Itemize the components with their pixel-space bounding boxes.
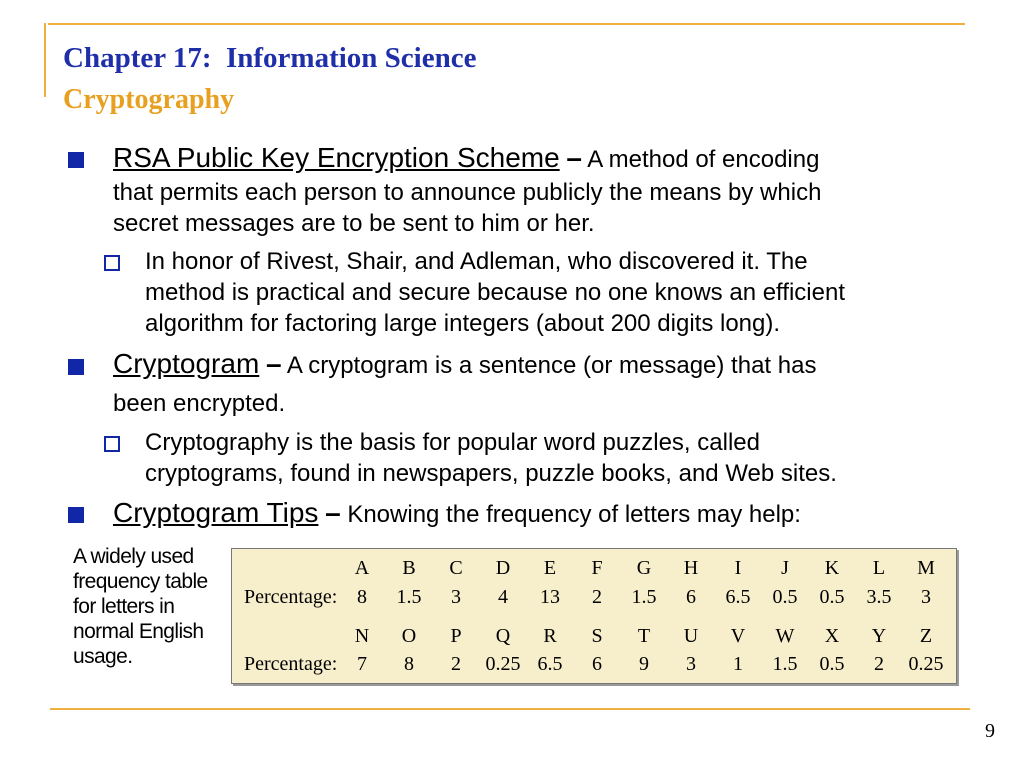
bullet-text: A cryptogram is a sentence (or message) that has — [286, 352, 817, 379]
letter-cell: K — [824, 557, 840, 579]
percentage-cell: 4 — [498, 586, 508, 608]
cryptogram-term: Cryptogram — [113, 348, 260, 379]
percentage-cell: 0.5 — [772, 586, 798, 608]
letter-cell: W — [775, 625, 795, 647]
letter-cell: T — [637, 625, 651, 647]
percentage-cell: 6 — [686, 586, 696, 608]
percentage-cell: 6 — [592, 653, 602, 675]
letter-cell: I — [734, 557, 742, 579]
percentage-cell: 7 — [357, 653, 367, 675]
row-letters-n-z — [232, 625, 956, 651]
frame-bottom-line — [50, 708, 970, 710]
bullet-square-icon — [68, 359, 84, 375]
bullet-dash: – — [265, 348, 282, 379]
cryptogram-tips-term: Cryptogram Tips — [113, 497, 319, 528]
letter-cell: S — [591, 625, 603, 647]
percentage-cell: 1 — [733, 653, 743, 675]
letter-cell: X — [824, 625, 840, 647]
percentage-cell: 9 — [639, 653, 649, 675]
percentage-cell: 1.5 — [772, 653, 798, 675]
percentage-cell: 3 — [921, 586, 931, 608]
percentage-cell: 0.5 — [819, 586, 845, 608]
bullet-square-icon — [68, 507, 84, 523]
bullet-3-line-1 — [113, 497, 801, 530]
percentage-cell: 3.5 — [866, 586, 892, 608]
rsa-term: RSA Public Key Encryption Scheme — [113, 142, 560, 173]
letter-cell: F — [591, 557, 603, 579]
bullet-dash: – — [566, 142, 582, 173]
letter-cell: O — [401, 625, 417, 647]
bullet-2-line-1 — [113, 348, 816, 381]
percentage-cell: 0.25 — [908, 653, 944, 675]
letter-cell: M — [917, 557, 935, 579]
letter-cell: Z — [919, 625, 933, 647]
percentage-cell: 3 — [686, 653, 696, 675]
percentage-cell: 1.5 — [631, 586, 657, 608]
subbullet-2-line-1: Cryptography is the basis for popular word puzzles, called — [145, 429, 760, 456]
letter-cell: V — [730, 625, 746, 647]
bullet-text: A method of encoding — [587, 146, 820, 173]
row-label: Percentage: — [244, 653, 338, 675]
percentage-cell: 2 — [874, 653, 884, 675]
percentage-cell: 3 — [451, 586, 461, 608]
frequency-table-caption — [73, 544, 233, 669]
percentage-cell: 1.5 — [396, 586, 422, 608]
bullet-2-line-2: been encrypted. — [113, 390, 286, 417]
bullet-1-line-2: that permits each person to announce publicly the means by which — [113, 179, 822, 206]
letter-cell: A — [354, 557, 370, 579]
letter-cell: E — [543, 557, 557, 579]
letter-cell: C — [449, 557, 463, 579]
percentage-cell: 2 — [451, 653, 461, 675]
page-number: 9 — [985, 720, 995, 742]
checkbox-bullet-icon — [104, 436, 120, 452]
subbullet-1-line-1: In honor of Rivest, Shair, and Adleman, who discovered it. The — [145, 248, 808, 275]
row-percent-a-m — [232, 586, 956, 612]
subbullet-2-line-2: cryptograms, found in newspapers, puzzle books, and Web sites. — [145, 460, 837, 487]
bullet-1-line-3: secret messages are to be sent to him or her. — [113, 210, 595, 237]
letter-frequency-table — [231, 548, 957, 684]
percentage-cell: 2 — [592, 586, 602, 608]
letter-cell: G — [636, 557, 652, 579]
frame-left-line — [44, 23, 46, 97]
letter-cell: N — [354, 625, 370, 647]
letter-cell: P — [450, 625, 462, 647]
slide-subtitle: Cryptography — [63, 84, 235, 115]
bullet-1-line-1 — [113, 142, 819, 175]
subbullet-1-line-3: algorithm for factoring large integers (about 200 digits long). — [145, 310, 781, 337]
checkbox-bullet-icon — [104, 255, 120, 271]
slide-title: Chapter 17: Information Science — [63, 42, 477, 74]
caption-line: for letters in — [73, 595, 175, 618]
percentage-cell: 0.25 — [485, 653, 521, 675]
percentage-cell: 13 — [540, 586, 560, 608]
subbullet-1-line-2: method is practical and secure because no one knows an efficient — [145, 279, 845, 306]
letter-cell: H — [683, 557, 699, 579]
letter-cell: Q — [495, 625, 511, 647]
letter-cell: B — [402, 557, 416, 579]
percentage-cell: 8 — [357, 586, 367, 608]
caption-line: normal English — [73, 620, 204, 643]
caption-line: usage. — [73, 645, 133, 668]
percentage-cell: 8 — [404, 653, 414, 675]
caption-line: A widely used — [73, 545, 194, 568]
letter-cell: R — [543, 625, 557, 647]
frame-top-line — [48, 23, 965, 25]
letter-cell: L — [872, 557, 886, 579]
letter-cell: Y — [871, 625, 887, 647]
letter-cell: U — [683, 625, 699, 647]
row-label: Percentage: — [244, 586, 338, 608]
percentage-cell: 6.5 — [537, 653, 563, 675]
percentage-cell: 6.5 — [725, 586, 751, 608]
letter-cell: J — [781, 557, 789, 579]
bullet-text: Knowing the frequency of letters may help: — [347, 501, 801, 528]
row-percent-n-z — [232, 653, 956, 679]
letter-cell: D — [495, 557, 511, 579]
caption-line: frequency table — [73, 570, 208, 593]
bullet-square-icon — [68, 152, 84, 168]
percentage-cell: 0.5 — [819, 653, 845, 675]
row-letters-a-m — [232, 557, 956, 583]
bullet-dash: – — [325, 497, 341, 528]
